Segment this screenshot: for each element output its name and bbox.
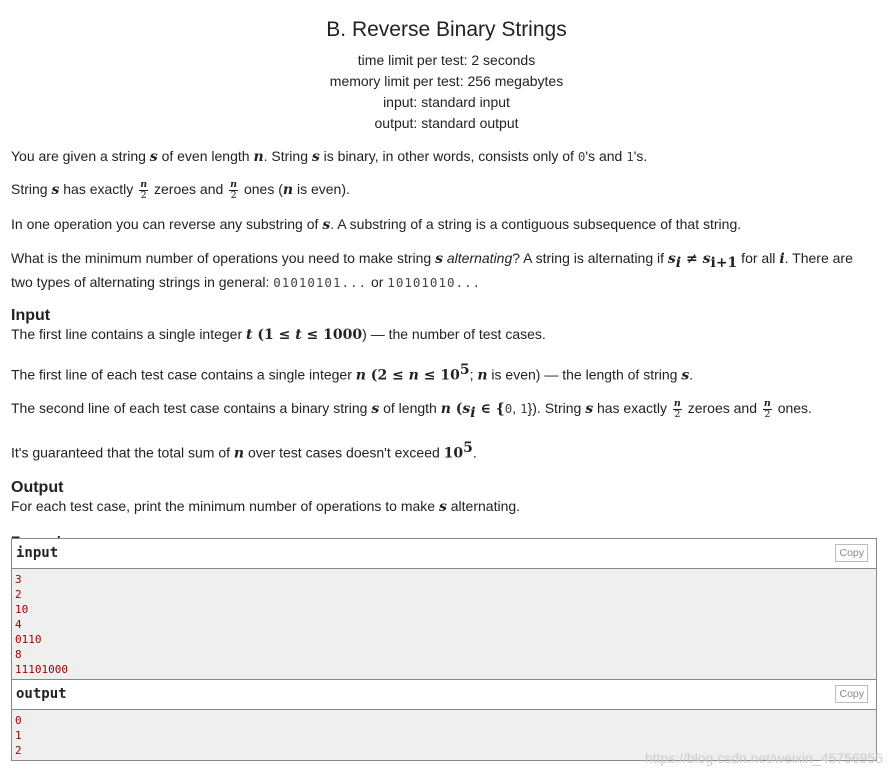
example-output-line: 2 bbox=[15, 744, 22, 757]
input-paragraph-3: The second line of each test case contains a binary string s of length n ($s_i$ ∈ {0, 1}). String s has exactly $\frac{n}{2}$ zeroes and $\frac{n}{2}$ ones. bbox=[11, 398, 812, 422]
input-paragraph-4: It's guaranteed that the total sum of n over test cases doesn't exceed $10^5$. bbox=[11, 440, 477, 463]
example-input-line: 8 bbox=[15, 648, 22, 661]
statement-paragraph-2: String s has exactly $\frac{n}{2}$ zeroes and $\frac{n}{2}$ ones (n is even). bbox=[11, 179, 350, 201]
input-spec: input: standard input bbox=[383, 94, 510, 110]
example-input-body[interactable] bbox=[12, 569, 876, 680]
example-input-header bbox=[12, 539, 876, 569]
input-paragraph-2: The first line of each test case contains a single integer n ($2 \le n \le 10^5$; n is even) — the length of string s. bbox=[11, 361, 694, 384]
output-spec: output: standard output bbox=[374, 115, 519, 131]
copy-input-button[interactable]: Copy bbox=[835, 544, 868, 562]
problem-header bbox=[0, 0, 893, 134]
example-output-header bbox=[12, 680, 876, 710]
example-input-line: 0110 bbox=[15, 633, 42, 646]
copy-output-button[interactable]: Copy bbox=[835, 685, 868, 703]
example-output-label: output bbox=[16, 686, 67, 702]
time-limit: time limit per test: 2 seconds bbox=[357, 52, 536, 68]
example-input-line: 11101000 bbox=[15, 663, 68, 676]
statement-paragraph-3: In one operation you can reverse any substring of s. A substring of a string is a contiguous subsequence of that string. bbox=[11, 216, 742, 233]
example-input-label: input bbox=[16, 545, 59, 561]
example-input-line: 2 bbox=[15, 588, 22, 601]
fraction-n-over-2: $\frac{n}{2}$ bbox=[673, 398, 681, 421]
example-block bbox=[11, 538, 877, 761]
output-paragraph-1: For each test case, print the minimum number of operations to make s alternating. bbox=[11, 498, 521, 516]
memory-limit: memory limit per test: 256 megabytes bbox=[329, 73, 564, 89]
example-input-line: 4 bbox=[15, 618, 22, 631]
input-paragraph-1: The first line contains a single integer t (1 ≤ t ≤ 1000) — the number of test cases. bbox=[11, 325, 546, 343]
watermark: https://blog.csdn.net/weixin_45756955 bbox=[644, 750, 883, 766]
problem-title: B. Reverse Binary Strings bbox=[326, 18, 567, 41]
fraction-n-over-2: $\frac{n}{2}$ bbox=[140, 179, 148, 201]
statement-paragraph-4: What is the minimum number of operations you need to make string s alternating? A string is alternating if $s_i \ne s_{i+1}$ for all i. There are two types of alternating strings in general: 01010101... or 10101010... bbox=[11, 250, 853, 290]
example-input-line: 10 bbox=[15, 603, 29, 616]
input-heading: Input bbox=[11, 306, 51, 324]
fraction-n-over-2: $\frac{n}{2}$ bbox=[763, 398, 771, 421]
example-output-line: 0 bbox=[15, 714, 22, 727]
problem-statement bbox=[11, 144, 877, 550]
fraction-n-over-2: $\frac{n}{2}$ bbox=[230, 179, 238, 201]
output-heading: Output bbox=[11, 479, 64, 497]
example-output-line: 1 bbox=[15, 729, 22, 742]
statement-paragraph-1: You are given a string s of even length n. String s is binary, in other words, consists only of 0's and 1's. bbox=[11, 148, 648, 165]
example-input-line: 3 bbox=[15, 573, 22, 586]
